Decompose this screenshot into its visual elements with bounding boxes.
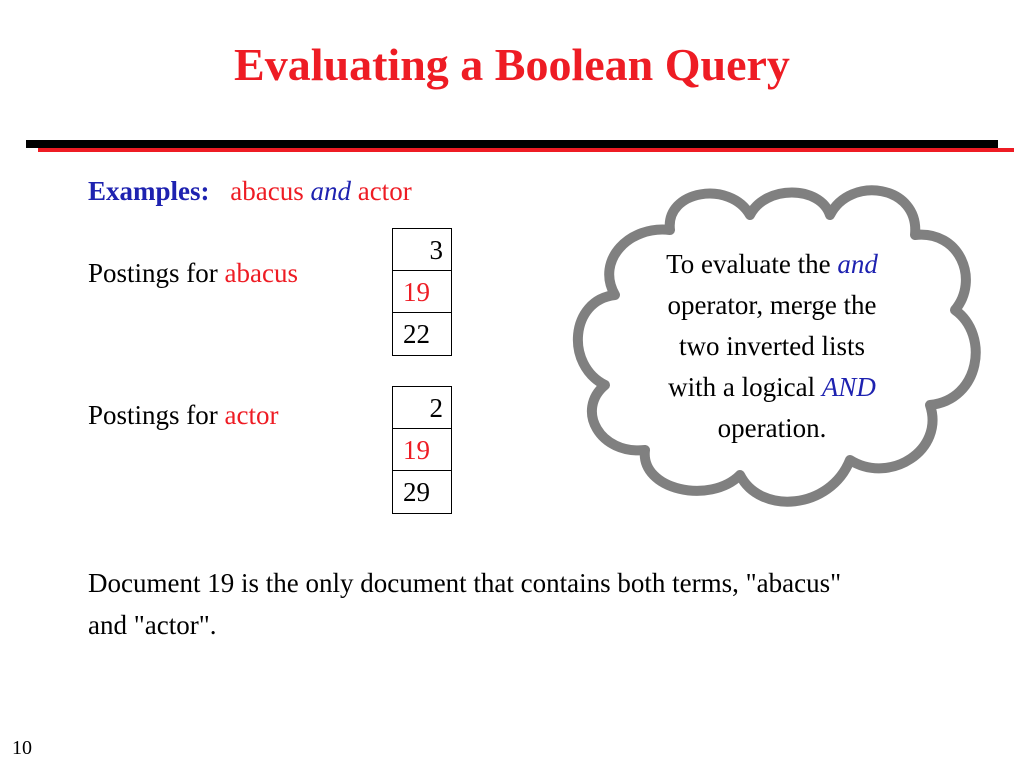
postings-list-abacus — [392, 228, 452, 356]
examples-line — [88, 176, 412, 207]
cloud-emphasis-and: and — [837, 249, 878, 279]
cloud-line-1-text: To evaluate the — [666, 249, 831, 279]
cloud-line-4-text: with a logical — [668, 372, 816, 402]
postings-label-actor — [88, 400, 279, 431]
postings-prefix: Postings for — [88, 400, 218, 430]
postings-label-abacus — [88, 258, 298, 289]
posting-cell-highlight: 19 — [393, 271, 451, 313]
cloud-line-5: operation. — [717, 413, 827, 443]
examples-operator: and — [310, 176, 351, 206]
postings-prefix: Postings for — [88, 258, 218, 288]
posting-cell-highlight: 19 — [393, 429, 451, 471]
cloud-line-1 — [622, 244, 922, 285]
postings-term: abacus — [224, 258, 298, 288]
cloud-text — [622, 244, 922, 449]
title-divider-black — [26, 140, 998, 148]
posting-cell: 22 — [403, 319, 430, 349]
postings-term: actor — [224, 400, 279, 430]
conclusion-text: Document 19 is the only document that contains both terms, "abacus" and "actor". — [88, 568, 842, 640]
examples-label: Examples: — [88, 176, 210, 206]
cloud-line-4 — [622, 367, 922, 408]
title-divider-red — [38, 148, 1014, 152]
posting-cell: 3 — [393, 229, 451, 271]
examples-term-1: abacus — [230, 176, 304, 206]
examples-term-2: actor — [357, 176, 412, 206]
page-number: 10 — [12, 737, 32, 759]
postings-list-actor — [392, 386, 452, 514]
cloud-line-2: operator, merge the — [667, 290, 877, 320]
cloud-line-3: two inverted lists — [679, 331, 865, 361]
cloud-emphasis-AND: AND — [821, 372, 876, 402]
slide-title: Evaluating a Boolean Query — [234, 39, 790, 90]
posting-cell: 2 — [393, 387, 451, 429]
posting-cell: 29 — [403, 477, 430, 507]
